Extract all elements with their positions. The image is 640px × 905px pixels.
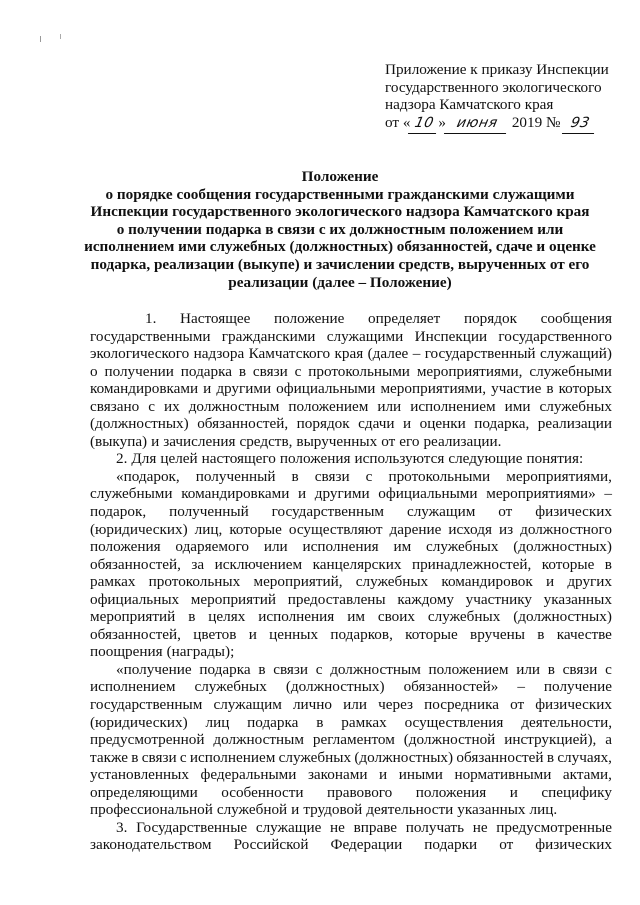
body-word: понятия: <box>526 450 584 468</box>
body-word: – <box>517 678 525 696</box>
body-line <box>90 468 612 486</box>
body-word: и <box>248 625 257 643</box>
appendix-date-line <box>385 114 625 134</box>
body-word: исполнением <box>90 678 176 696</box>
scan-artifact <box>60 34 61 39</box>
body-word: им <box>393 538 412 556</box>
body-word: «подарок, <box>116 467 180 485</box>
body-word: служебных <box>426 538 499 556</box>
body-word: которые <box>229 520 282 538</box>
body-word: обязанностей, <box>197 415 289 433</box>
body-word: инструкцией), <box>504 731 597 749</box>
body-word: обязанностей, <box>90 555 181 573</box>
body-word: физических <box>535 696 612 714</box>
body-word: в <box>546 380 554 398</box>
body-word: порядок <box>463 310 517 327</box>
title-line: подарка, реализации (выкупе) и зачислении средств, вырученных от его <box>90 255 590 273</box>
body-word: трудовой <box>303 801 363 819</box>
body-word: предоставлены <box>287 590 386 608</box>
body-word: исполнением <box>410 397 496 415</box>
body-word: служебными <box>90 485 173 503</box>
body-word: от <box>381 432 396 450</box>
body-word: государственным <box>271 503 385 521</box>
body-word: командировками <box>90 380 199 398</box>
body-word: вправе <box>353 818 398 836</box>
body-word: мероприятий <box>190 590 277 608</box>
body-word: с <box>179 748 187 766</box>
body-word: подарки <box>424 836 478 854</box>
body-word: лиц <box>205 713 230 731</box>
body-word: реализации <box>537 415 612 433</box>
body-word: и <box>291 801 300 819</box>
body-word: физических <box>535 836 612 854</box>
body-word: служащим <box>406 503 476 521</box>
body-word: которые <box>405 625 458 643</box>
body-word: служащие <box>255 818 322 836</box>
title-line: Положение <box>301 168 379 185</box>
body-word: в <box>188 608 196 626</box>
body-word: связано <box>90 397 140 415</box>
body-line <box>90 819 612 837</box>
body-word: подарка <box>247 713 299 731</box>
body-word: своих <box>377 608 415 626</box>
body-word: протокольными <box>308 362 410 380</box>
body-word: а <box>605 731 612 749</box>
body-word: от <box>510 696 525 714</box>
body-word: порядок <box>296 415 350 433</box>
body-word: обязанностей, <box>90 625 181 643</box>
body-word: профессиональной <box>90 801 213 819</box>
body-word: других <box>567 573 612 591</box>
body-word: (должностных) <box>354 748 454 766</box>
body-word: (должностных) <box>513 538 612 556</box>
body-word: используются <box>354 450 445 468</box>
body-word: должностным <box>330 660 421 678</box>
body-word: связи <box>562 660 598 678</box>
body-word: служебных <box>427 608 501 626</box>
body-word: указанных <box>543 590 612 608</box>
body-word: целей <box>160 450 198 468</box>
body-word: средств, <box>239 432 293 450</box>
body-word: реализации. <box>423 432 502 450</box>
body-word: получать <box>405 818 464 836</box>
body-word: (юридических) <box>90 520 188 538</box>
body-word: в <box>604 555 612 573</box>
appendix-line: надзора Камчатского края <box>385 96 554 113</box>
body-word: федеральными <box>200 766 297 784</box>
body-word: связи <box>141 748 177 766</box>
body-word: служебных <box>278 748 352 766</box>
body-word: с <box>315 660 323 678</box>
body-word: исполнения <box>302 538 379 556</box>
body-line <box>90 450 612 468</box>
body-word: вручены <box>470 625 525 643</box>
body-word: должностным <box>213 731 304 749</box>
body-word: официальными <box>276 380 376 398</box>
body-word: (далее <box>367 345 409 363</box>
body-word: указанных <box>457 801 526 819</box>
body-word: связи <box>314 467 350 485</box>
body-line <box>90 591 612 609</box>
body-word: положения <box>415 783 487 801</box>
body-line <box>90 714 612 732</box>
body-word: осуществления <box>404 713 504 731</box>
body-word: положением <box>288 397 369 415</box>
body-word: одаряемого <box>175 538 250 556</box>
body-line <box>90 749 612 767</box>
body-word: законодательством <box>90 836 212 854</box>
body-word: каждому <box>397 590 454 608</box>
body-word: Инспекции <box>414 327 488 345</box>
body-word: полученный <box>169 503 249 521</box>
body-word: гражданскими <box>221 327 316 345</box>
body-word: (выкупа) <box>90 432 148 450</box>
body-word: определяющими <box>90 783 198 801</box>
handwritten-month: июня <box>444 115 510 134</box>
body-word: Настоящее <box>180 310 251 327</box>
body-word: с <box>605 660 612 678</box>
handwritten-day: 10 <box>408 115 440 134</box>
body-line <box>90 573 612 591</box>
body-line <box>90 731 612 749</box>
body-word: служебных <box>194 678 267 696</box>
body-word: поощрения <box>90 643 163 661</box>
body-word: в <box>238 362 247 380</box>
date-quote: » <box>438 113 447 131</box>
body-word: с <box>148 397 155 415</box>
body-word: мероприятиями, <box>416 362 523 380</box>
body-word: должностным <box>188 397 280 415</box>
body-word: от <box>498 503 513 521</box>
title-line: исполнением ими служебных (должностных) обязанностей, сдаче и оценке <box>84 238 596 256</box>
body-word: государственным <box>90 696 203 714</box>
body-word: от <box>499 836 514 854</box>
body-line <box>90 766 612 784</box>
body-word: настоящего <box>201 450 276 468</box>
body-line <box>90 836 612 854</box>
body-word: протокольных <box>148 573 241 591</box>
body-word: предусмотренные <box>496 818 612 836</box>
body-word: положения <box>90 538 161 556</box>
body-word: Камчатского <box>248 345 331 363</box>
body-word: в <box>547 660 555 678</box>
body-word: и <box>298 485 307 503</box>
body-word: о <box>90 362 98 380</box>
body-word: качестве <box>556 625 612 643</box>
body-word: с <box>294 362 302 380</box>
body-word: актами, <box>562 766 612 784</box>
body-word: командировками <box>181 485 290 503</box>
body-word: 3. <box>116 818 128 836</box>
body-word: полученный <box>195 467 276 485</box>
body-word: с <box>365 467 373 485</box>
body-word: ими <box>504 397 531 415</box>
body-word: служащим <box>213 696 282 714</box>
body-word: мероприятиями, <box>380 380 487 398</box>
body-word: иными <box>398 766 443 784</box>
body-word: положение <box>274 310 345 327</box>
body-word: правового <box>327 783 393 801</box>
body-word: служебными <box>529 362 612 380</box>
body-word: подарка <box>180 362 233 380</box>
body-word: (должностной <box>403 731 496 749</box>
body-word: служебных <box>539 397 612 415</box>
body-word: – <box>604 485 612 503</box>
body-word: служащими <box>326 327 404 345</box>
body-word: служащий) <box>539 345 612 363</box>
body-word: служебных <box>355 573 429 591</box>
body-line <box>90 556 612 574</box>
body-word: рамках <box>90 573 136 591</box>
body-word: протокольными <box>388 467 491 485</box>
body-word: экологического <box>90 345 190 363</box>
body-word: и <box>203 380 212 398</box>
body-word: 2. <box>116 450 128 468</box>
body-line <box>90 661 612 679</box>
body-line <box>90 415 612 433</box>
body-line <box>90 801 612 819</box>
document-title <box>80 168 600 291</box>
body-word: дарение <box>389 520 442 538</box>
body-word: подарка <box>199 660 251 678</box>
body-word: исходя <box>448 520 492 538</box>
body-word: исключением <box>214 555 303 573</box>
body-word: через <box>378 696 413 714</box>
body-line <box>90 696 612 714</box>
body-word: также <box>90 748 128 766</box>
body-line <box>90 363 612 381</box>
body-word: за <box>191 555 205 573</box>
title-line: Инспекции государственного экологического надзора Камчатского края <box>90 203 590 221</box>
body-word: Федерации <box>330 836 403 854</box>
body-word: лично <box>292 696 333 714</box>
body-word: или <box>516 660 541 678</box>
body-word: – <box>412 345 421 363</box>
body-word: нормативными <box>454 766 552 784</box>
body-word: рамках <box>341 713 387 731</box>
body-line <box>90 485 612 503</box>
body-word: участие <box>491 380 542 398</box>
document-body <box>90 310 612 854</box>
body-word: в <box>291 467 299 485</box>
body-word: сообщения <box>540 310 612 327</box>
body-word: регламентом <box>312 731 395 749</box>
appendix-line: государственного экологического <box>385 78 602 96</box>
title-line: о получении подарка в связи с их должностным положением или <box>116 220 564 238</box>
body-word: положением <box>428 660 509 678</box>
body-line <box>90 328 612 346</box>
body-word: (юридических) <box>90 713 188 731</box>
body-word: оценки <box>419 415 466 433</box>
body-word: мероприятий, <box>253 573 343 591</box>
body-line <box>90 345 612 363</box>
year-number-label: 2019 № <box>511 113 561 131</box>
body-word: в <box>537 625 545 643</box>
body-word: в <box>258 660 266 678</box>
body-word: которых <box>558 380 612 398</box>
body-word: зачисления <box>163 432 236 450</box>
body-line <box>90 433 612 451</box>
body-line <box>90 521 612 539</box>
body-word: в <box>316 713 324 731</box>
body-word: подарка, <box>474 415 530 433</box>
body-word: предусмотренной <box>90 731 205 749</box>
body-word: установленных <box>90 766 189 784</box>
body-word: исполнения <box>258 608 335 626</box>
body-word: им <box>347 608 365 626</box>
body-word: государственный <box>424 345 536 363</box>
body-word: не <box>472 818 488 836</box>
body-line <box>90 678 612 696</box>
body-word: не <box>330 818 345 836</box>
appendix-line: Приложение к приказу Инспекции <box>385 61 609 78</box>
body-word: канцелярских <box>312 555 402 573</box>
body-word: целях <box>208 608 246 626</box>
body-word: края <box>334 345 364 363</box>
body-word: (должностных) <box>513 608 612 626</box>
body-word: (награды); <box>166 643 235 661</box>
body-word: из <box>498 520 514 538</box>
body-word: Государственные <box>136 818 248 836</box>
body-word: государственного <box>498 327 612 345</box>
body-word: (должностных) <box>90 415 189 433</box>
title-line: реализации (далее – Положение) <box>228 273 452 291</box>
body-word: в <box>131 748 139 766</box>
body-word: осуществляют <box>288 520 383 538</box>
body-word: или <box>377 397 402 415</box>
body-word: участнику <box>465 590 532 608</box>
body-word: в <box>546 748 555 766</box>
body-word: мероприятиями» <box>486 485 596 503</box>
date-prefix: от « <box>385 113 411 131</box>
body-word: или <box>263 538 288 556</box>
body-word: официальных <box>90 590 180 608</box>
body-line <box>90 538 612 556</box>
scan-artifact <box>40 36 41 42</box>
body-word: деятельности <box>366 801 454 819</box>
body-line <box>90 503 612 521</box>
body-word: посредника <box>424 696 499 714</box>
body-word: мероприятиями, <box>506 467 612 485</box>
body-word: обязанностей <box>456 748 544 766</box>
body-word: связи <box>252 362 288 380</box>
body-line <box>90 398 612 416</box>
body-word: лиц, <box>194 520 223 538</box>
body-word: подарков, <box>330 625 393 643</box>
appendix-header <box>385 61 625 133</box>
body-word: государственными <box>90 327 211 345</box>
body-word: его <box>399 432 420 450</box>
body-word: командировок <box>441 573 533 591</box>
body-line <box>90 784 612 802</box>
body-word: особенности <box>221 783 304 801</box>
body-word: которые <box>541 555 595 573</box>
body-word: (должностных) <box>285 678 385 696</box>
handwritten-order-number: 93 <box>562 115 598 134</box>
body-word: случаях, <box>557 748 612 766</box>
body-word: «получение <box>116 660 192 678</box>
body-word: их <box>163 397 180 415</box>
body-word: принадлежностей, <box>411 555 532 573</box>
body-word: и <box>151 432 160 450</box>
body-word: или <box>343 696 367 714</box>
body-word: и <box>403 415 412 433</box>
body-word: другими <box>314 485 370 503</box>
body-word: и <box>509 783 518 801</box>
body-word: обязанностей» <box>403 678 499 696</box>
body-line <box>90 608 612 626</box>
body-word: Для <box>131 450 157 468</box>
body-word: ценных <box>269 625 319 643</box>
body-word: законами <box>307 766 368 784</box>
body-word: должностного <box>520 520 612 538</box>
body-word: подарок, <box>90 503 147 521</box>
body-word: получении <box>104 362 174 380</box>
body-word: служебной <box>216 801 288 819</box>
body-word: вырученных <box>296 432 378 450</box>
body-word: лиц. <box>529 801 558 819</box>
body-word: получение <box>543 678 612 696</box>
title-line: о порядке сообщения государственными гражданскими служащими <box>105 185 575 203</box>
body-word: следующие <box>448 450 523 468</box>
body-line <box>90 380 612 398</box>
body-word: деятельности, <box>521 713 612 731</box>
body-word: специфику <box>541 783 612 801</box>
body-line <box>90 643 612 661</box>
body-word: связи <box>273 660 309 678</box>
body-word: сдачи <box>358 415 395 433</box>
body-word: и <box>545 573 555 591</box>
body-word: физических <box>535 503 612 521</box>
body-word: положения <box>279 450 351 468</box>
body-word: исполнением <box>189 748 276 766</box>
body-word: определяет <box>368 310 441 327</box>
body-word: официальными <box>378 485 478 503</box>
body-word: и <box>379 766 388 784</box>
body-word: Российской <box>233 836 309 854</box>
body-word: мероприятий <box>90 608 176 626</box>
body-line <box>90 310 612 328</box>
body-word: 1. <box>145 310 157 327</box>
body-line <box>90 626 612 644</box>
body-word: цветов <box>193 625 237 643</box>
body-word: другими <box>216 380 272 398</box>
body-word: надзора <box>193 345 245 363</box>
